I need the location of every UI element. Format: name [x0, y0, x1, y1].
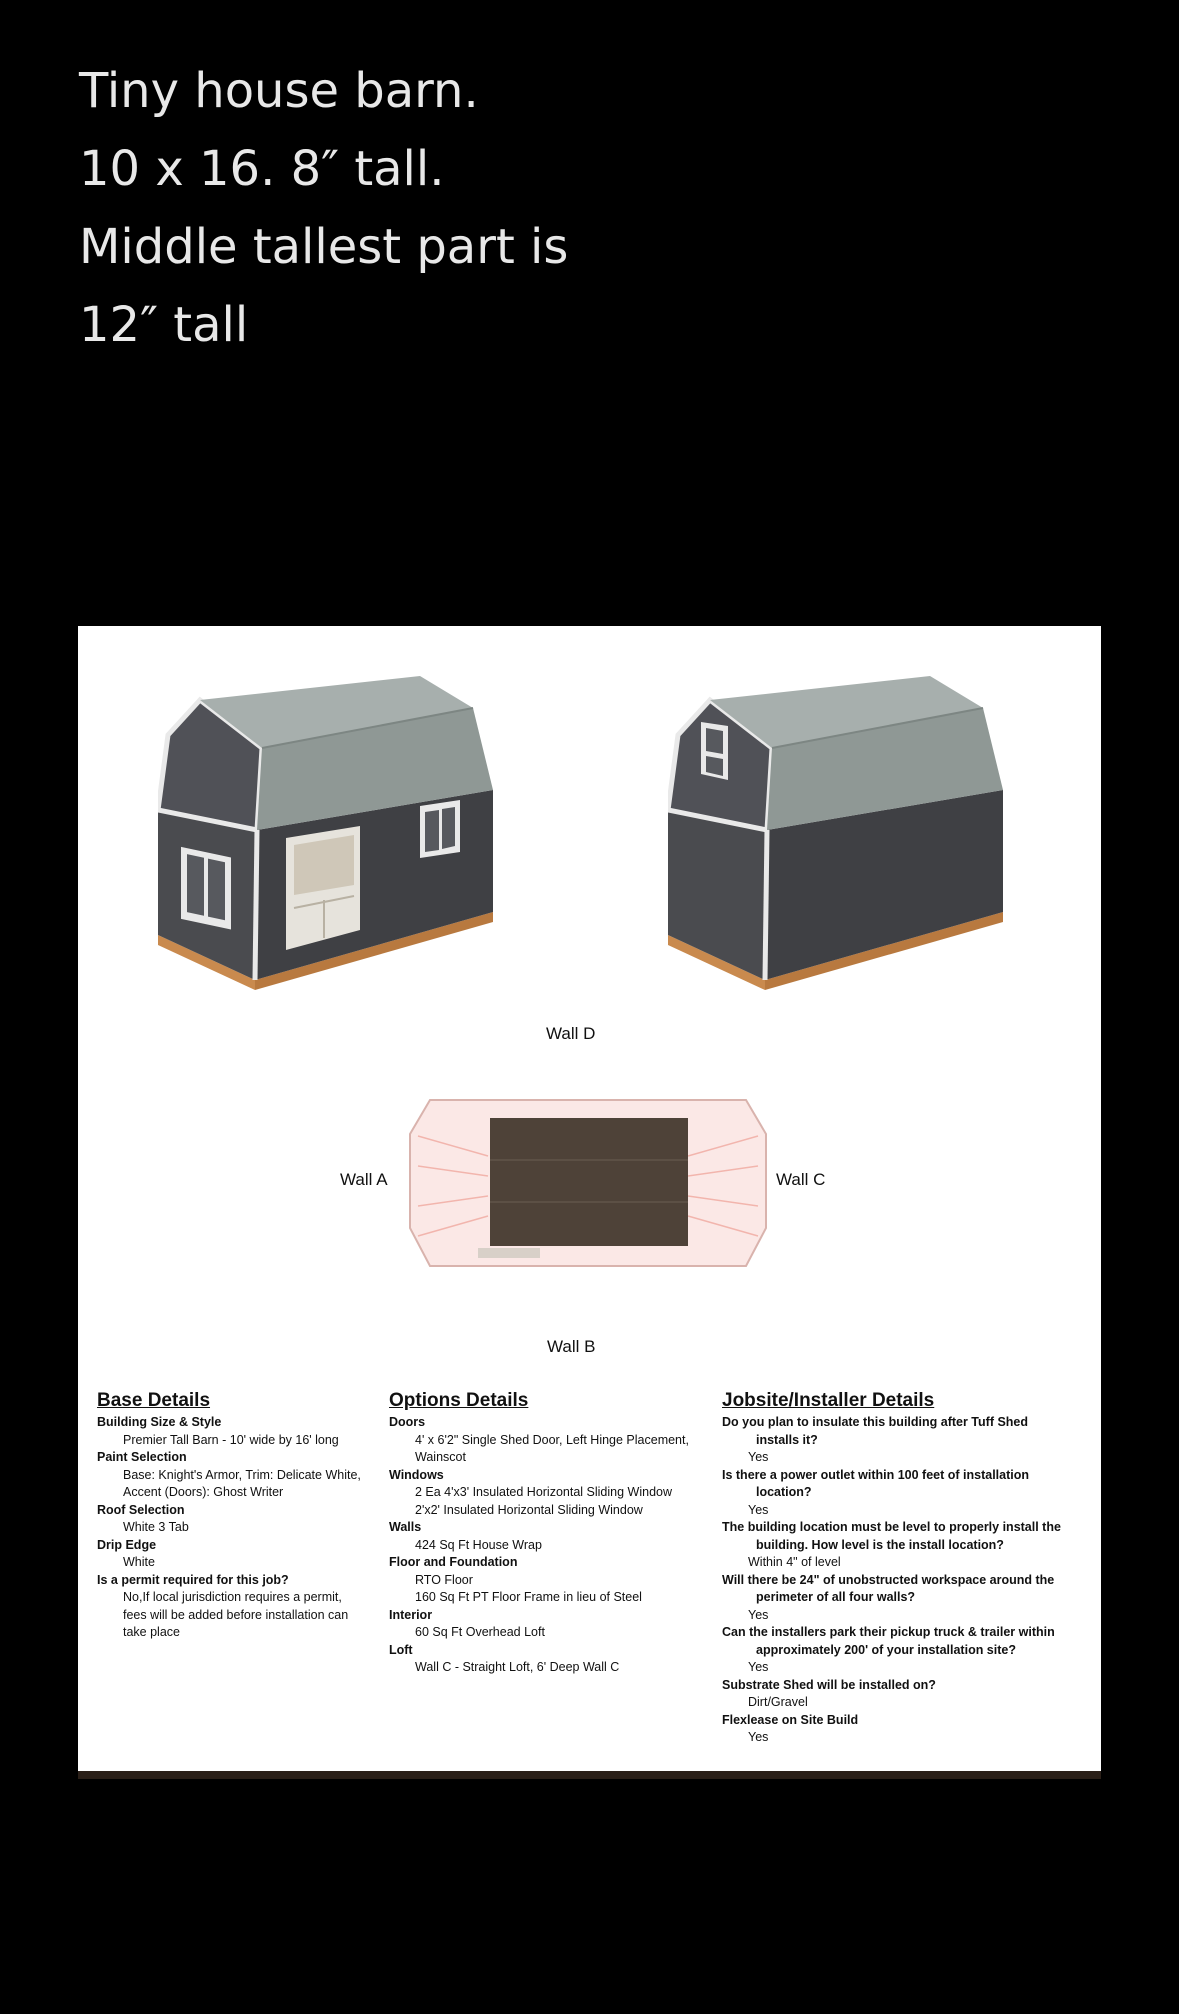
- barn-rear-render: [668, 660, 1028, 1000]
- options-details-section: [389, 1390, 689, 1677]
- caption-line: Tiny house barn.: [79, 63, 479, 119]
- floor-plan: [408, 1096, 768, 1271]
- wall-c-label: Wall C: [776, 1170, 826, 1189]
- detail-value: Yes: [748, 1660, 769, 1674]
- detail-value: No,If local jurisdiction requires a permit, fees will be added before installation can take place: [123, 1590, 349, 1639]
- detail-value: 2'x2' Insulated Horizontal Sliding Window: [415, 1502, 643, 1517]
- caption-line: 12″ tall: [79, 297, 249, 353]
- detail-key: Walls: [389, 1520, 422, 1534]
- detail-value: 60 Sq Ft Overhead Loft: [415, 1625, 545, 1639]
- detail-key: Floor and Foundation: [389, 1555, 518, 1569]
- caption-line: 10 x 16. 8″ tall.: [79, 141, 445, 197]
- shed-quote-document[interactable]: [78, 626, 1101, 1771]
- detail-key: Windows: [389, 1467, 444, 1482]
- detail-value: 160 Sq Ft PT Floor Frame in lieu of Steel: [415, 1590, 642, 1604]
- detail-value: Yes: [748, 1607, 769, 1622]
- detail-value: Dirt/Gravel: [748, 1695, 808, 1709]
- detail-key: Flexlease on Site Build: [722, 1712, 859, 1727]
- detail-value: 4' x 6'2" Single Shed Door, Left Hinge Placement, Wainscot: [415, 1432, 689, 1464]
- detail-key: Building Size & Style: [97, 1415, 222, 1429]
- detail-value: Yes: [748, 1450, 769, 1464]
- options-details-heading: Options Details: [389, 1390, 529, 1411]
- wall-d-label: Wall D: [546, 1024, 596, 1043]
- detail-key: Is a permit required for this job?: [97, 1572, 289, 1587]
- detail-value: 424 Sq Ft House Wrap: [415, 1537, 542, 1552]
- detail-key: Is there a power outlet within 100 feet of installation location?: [722, 1467, 1029, 1499]
- detail-key: Doors: [389, 1415, 426, 1429]
- detail-value: Base: Knight's Armor, Trim: Delicate White, Accent (Doors): Ghost Writer: [123, 1467, 361, 1499]
- jobsite-details-section: [722, 1390, 1072, 1747]
- detail-key: The building location must be level to properly install the building. How level is the install location?: [722, 1520, 1061, 1552]
- detail-key: Drip Edge: [97, 1537, 157, 1552]
- detail-key: Roof Selection: [97, 1502, 185, 1517]
- detail-value: Wall C - Straight Loft, 6' Deep Wall C: [415, 1660, 620, 1674]
- base-details-heading: Base Details: [97, 1390, 211, 1411]
- detail-key: Can the installers park their pickup truck & trailer within approximately 200' of your installation site?: [722, 1625, 1055, 1657]
- barn-front-render: [158, 660, 518, 1000]
- post-caption: [79, 52, 568, 364]
- detail-key: Paint Selection: [97, 1450, 187, 1464]
- detail-key: Do you plan to insulate this building after Tuff Shed installs it?: [722, 1415, 1029, 1447]
- detail-value: Within 4" of level: [748, 1555, 841, 1569]
- jobsite-details-heading: Jobsite/Installer Details: [722, 1390, 935, 1411]
- wall-a-label: Wall A: [340, 1170, 388, 1189]
- base-details-section: [97, 1390, 367, 1642]
- caption-line: Middle tallest part is: [79, 219, 569, 275]
- detail-value: 2 Ea 4'x3' Insulated Horizontal Sliding Window: [415, 1485, 672, 1499]
- detail-key: Interior: [389, 1607, 433, 1622]
- detail-value: RTO Floor: [415, 1572, 473, 1587]
- detail-value: Yes: [748, 1730, 769, 1744]
- wall-b-label: Wall B: [547, 1337, 596, 1356]
- detail-value: Yes: [748, 1502, 769, 1517]
- detail-value: White 3 Tab: [123, 1520, 189, 1534]
- detail-key: Loft: [389, 1642, 413, 1657]
- detail-key: Will there be 24" of unobstructed workspace around the perimeter of all four walls?: [722, 1572, 1055, 1604]
- detail-value: White: [123, 1555, 155, 1569]
- detail-key: Substrate Shed will be installed on?: [722, 1677, 936, 1692]
- detail-value: Premier Tall Barn - 10' wide by 16' long: [123, 1432, 339, 1447]
- document-bottom-edge: [78, 1771, 1101, 1779]
